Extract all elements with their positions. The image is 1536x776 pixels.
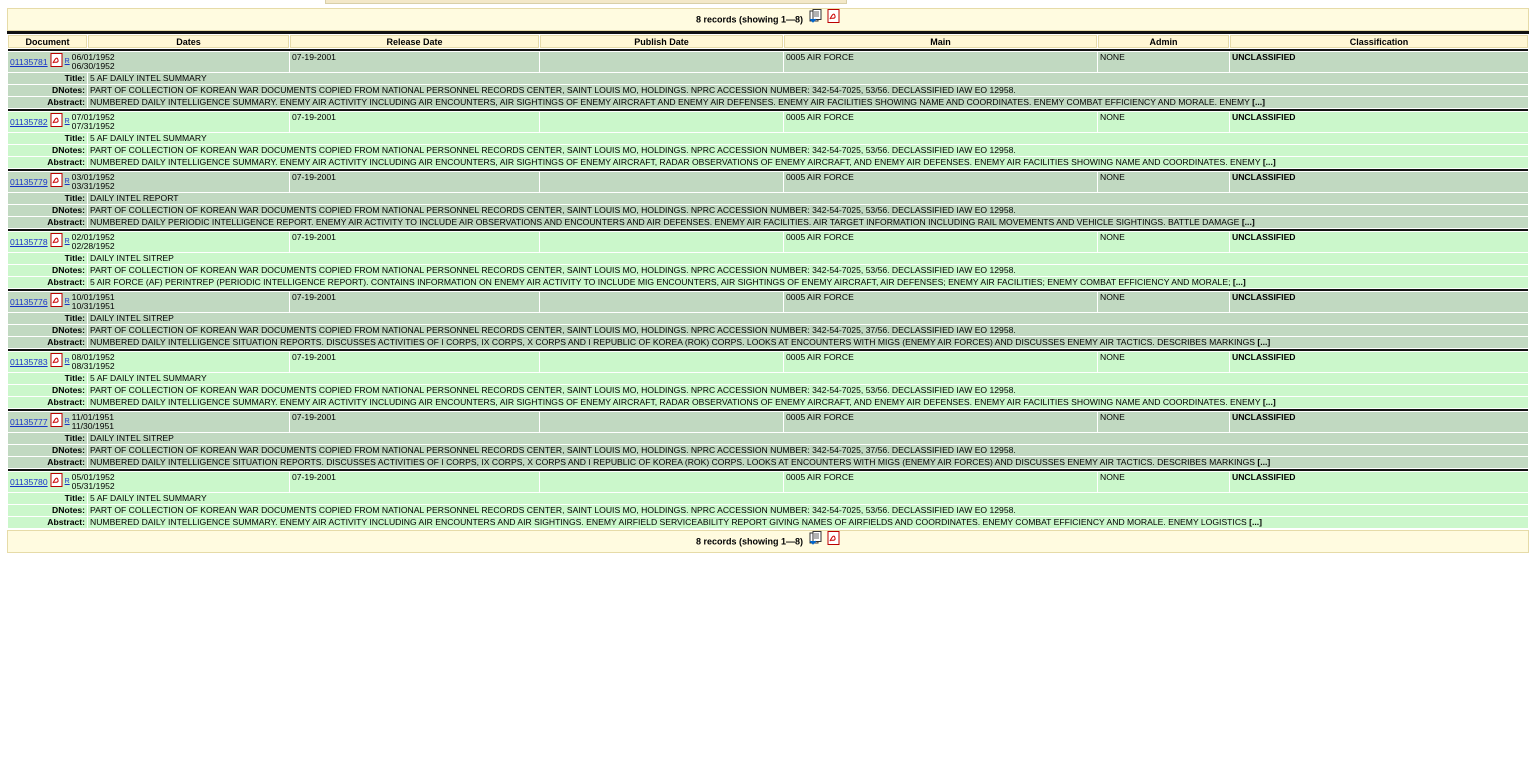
pdf-icon[interactable] (50, 293, 63, 309)
release-date: 07-19-2001 (290, 412, 539, 432)
title-row (8, 493, 1528, 504)
main-value: 0005 AIR FORCE (784, 292, 1097, 312)
dnotes-value: PART OF COLLECTION OF KOREAN WAR DOCUMENTS COPIED FROM NATIONAL PERSONNEL RECORDS CENTER, SAINT LOUIS MO, HOLDINGS. NPRC ACCESSION NUMBER: 342-54-7025, 53/56. DECLASSIFIED IAW EO 12958. (88, 505, 1528, 516)
record-separator (8, 109, 1528, 111)
record-link-icon[interactable]: R (64, 418, 70, 425)
abstract-cell (88, 337, 1528, 348)
document-cell (8, 412, 289, 432)
dnotes-label: DNotes: (8, 385, 87, 396)
col-classification[interactable]: Classification (1230, 35, 1528, 48)
publish-date (540, 232, 783, 252)
admin-value: NONE (1098, 292, 1229, 312)
record-separator (8, 349, 1528, 351)
abstract-value: NUMBERED DAILY INTELLIGENCE SUMMARY. ENEMY AIR ACTIVITY INCLUDING AIR ENCOUNTERS, AIR SIGHTINGS OF ENEMY AIRCRAFT AND ENEMY AIR DEFENSES. ENEMY AIR FACILITIES SHOWING NAME AND COORDINATES. ENEMY COMBAT EFFICIENCY AND MORALE. ENEMY (90, 97, 1250, 107)
dnotes-label: DNotes: (8, 265, 87, 276)
title-value: DAILY INTEL SITREP (88, 253, 1528, 264)
abstract-cell (88, 97, 1528, 108)
record-link-icon[interactable]: R (64, 118, 70, 125)
dnotes-value: PART OF COLLECTION OF KOREAN WAR DOCUMENTS COPIED FROM NATIONAL PERSONNEL RECORDS CENTER, SAINT LOUIS MO, HOLDINGS. NPRC ACCESSION NUMBER: 342-54-7025, 37/56. DECLASSIFIED IAW EO 12958. (88, 445, 1528, 456)
record-separator (8, 229, 1528, 231)
pdf-icon[interactable] (827, 531, 840, 553)
record-separator (8, 409, 1528, 411)
dates-cell (72, 173, 115, 191)
record-separator (8, 469, 1528, 471)
date-to: 02/28/1952 (71, 241, 115, 251)
dnotes-value: PART OF COLLECTION OF KOREAN WAR DOCUMENTS COPIED FROM NATIONAL PERSONNEL RECORDS CENTER, SAINT LOUIS MO, HOLDINGS. NPRC ACCESSION NUMBER: 342-54-7025, 53/56. DECLASSIFIED IAW EO 12958. (88, 265, 1528, 276)
separator-line (8, 229, 1528, 231)
abstract-value: NUMBERED DAILY INTELLIGENCE SITUATION REPORTS. DISCUSSES ACTIVITIES OF I CORPS, IX CORPS, X CORPS AND I REPUBLIC OF KOREA (ROK) CORPS. LOOKS AT ENCOUNTERS WITH MIGS (ENEMY AIR FORCES) AND DISCUSSES ENEMY AIR TACTICS. DESCRIBES MARKINGS (90, 457, 1255, 467)
title-row (8, 433, 1528, 444)
dnotes-label: DNotes: (8, 145, 87, 156)
dnotes-row (8, 145, 1528, 156)
col-release-date[interactable]: Release Date (290, 35, 539, 48)
pdf-icon[interactable] (50, 173, 63, 189)
title-label: Title: (8, 493, 87, 504)
pdf-icon[interactable] (50, 473, 63, 489)
dnotes-label: DNotes: (8, 505, 87, 516)
table-row (8, 472, 1528, 492)
dates-cell (72, 413, 114, 431)
pdf-icon[interactable] (50, 353, 63, 369)
record-separator (8, 169, 1528, 171)
dnotes-row (8, 325, 1528, 336)
release-date: 07-19-2001 (290, 472, 539, 492)
abstract-cell (88, 457, 1528, 468)
dnotes-label: DNotes: (8, 205, 87, 216)
col-main[interactable]: Main (784, 35, 1097, 48)
table-row (8, 112, 1528, 132)
document-link[interactable]: 01135780 (10, 477, 48, 487)
publish-date (540, 412, 783, 432)
dnotes-row (8, 505, 1528, 516)
separator-line (8, 289, 1528, 291)
abstract-label: Abstract: (8, 217, 87, 228)
abstract-row (8, 97, 1528, 108)
date-from: 03/01/1952 (71, 172, 115, 182)
results-table (7, 34, 1529, 529)
date-to: 08/31/1952 (71, 361, 115, 371)
separator-line (8, 109, 1528, 111)
date-from: 08/01/1952 (71, 352, 115, 362)
release-date: 07-19-2001 (290, 232, 539, 252)
abstract-row (8, 217, 1528, 228)
record-link-icon[interactable]: R (64, 238, 70, 245)
document-link[interactable]: 01135782 (10, 117, 48, 127)
abstract-value: NUMBERED DAILY INTELLIGENCE SUMMARY. ENEMY AIR ACTIVITY INCLUDING AIR ENCOUNTERS, AIR SIGHTINGS OF ENEMY AIRCRAFT, RADAR OBSERVATIONS OF ENEMY AIRCRAFT, AND ENEMY AIR DEFENSES. ENEMY AIR FACILITIES SHOWING NAME AND COORDINATES. ENEMY (90, 397, 1261, 407)
title-label: Title: (8, 433, 87, 444)
date-to: 03/31/1952 (71, 181, 115, 191)
title-value: 5 AF DAILY INTEL SUMMARY (88, 493, 1528, 504)
separator-line (8, 169, 1528, 171)
date-to: 06/30/1952 (71, 61, 115, 71)
abstract-more: [...] (1262, 157, 1276, 167)
abstract-cell (88, 217, 1528, 228)
document-cell (8, 172, 289, 192)
publish-date (540, 292, 783, 312)
col-publish-date[interactable]: Publish Date (540, 35, 783, 48)
dnotes-value: PART OF COLLECTION OF KOREAN WAR DOCUMENTS COPIED FROM NATIONAL PERSONNEL RECORDS CENTER, SAINT LOUIS MO, HOLDINGS. NPRC ACCESSION NUMBER: 342-54-7025, 53/56. DECLASSIFIED IAW EO 12958. (88, 385, 1528, 396)
abstract-cell (88, 397, 1528, 408)
table-row (8, 52, 1528, 72)
abstract-value: 5 AIR FORCE (AF) PERINTREP (PERIODIC INTELLIGENCE REPORT). CONTAINS INFORMATION ON ENEMY AIR ACTIVITY TO INCLUDE MIG ENCOUNTERS, AIR SIGHTINGS OF ENEMY AIRCRAFT, AIR DEFENSES; ENEMY AIR FACILITIES; ENEMY COMBAT EFFICIENCY AND MORALE; (90, 277, 1231, 287)
status-bar-top (7, 8, 1529, 31)
title-row (8, 73, 1528, 84)
admin-value: NONE (1098, 232, 1229, 252)
main-value: 0005 AIR FORCE (784, 52, 1097, 72)
publish-date (540, 52, 783, 72)
title-value: 5 AF DAILY INTEL SUMMARY (88, 133, 1528, 144)
main-value: 0005 AIR FORCE (784, 472, 1097, 492)
record-count: 8 records (showing 1—8) (695, 14, 803, 25)
dates-cell (72, 233, 115, 251)
abstract-cell (88, 277, 1528, 288)
record-count-bottom: 8 records (showing 1—8) (695, 536, 803, 547)
dnotes-label: DNotes: (8, 85, 87, 96)
admin-value: NONE (1098, 412, 1229, 432)
document-cell (8, 232, 289, 252)
classification-value: UNCLASSIFIED (1230, 472, 1528, 492)
dnotes-value: PART OF COLLECTION OF KOREAN WAR DOCUMENTS COPIED FROM NATIONAL PERSONNEL RECORDS CENTER, SAINT LOUIS MO, HOLDINGS. NPRC ACCESSION NUMBER: 342-54-7025, 53/56. DECLASSIFIED IAW EO 12958. (88, 205, 1528, 216)
pdf-icon[interactable] (50, 233, 63, 249)
dnotes-row (8, 385, 1528, 396)
abstract-value: NUMBERED DAILY INTELLIGENCE SUMMARY. ENEMY AIR ACTIVITY INCLUDING AIR ENCOUNTERS, AIR SIGHTINGS OF ENEMY AIRCRAFT, RADAR OBSERVATIONS OF ENEMY AIRCRAFT, AND ENEMY AIR DEFENSES. ENEMY AIR FACILITIES SHOWING NAME AND COORDINATES. ENEMY (90, 157, 1261, 167)
abstract-row (8, 277, 1528, 288)
release-date: 07-19-2001 (290, 292, 539, 312)
record-link-icon[interactable]: R (64, 478, 70, 485)
title-label: Title: (8, 313, 87, 324)
table-header (8, 35, 1528, 48)
abstract-more: [...] (1241, 217, 1255, 227)
date-to: 05/31/1952 (71, 481, 115, 491)
dates-cell (72, 53, 115, 71)
release-date: 07-19-2001 (290, 352, 539, 372)
classification-value: UNCLASSIFIED (1230, 352, 1528, 372)
release-date: 07-19-2001 (290, 172, 539, 192)
title-label: Title: (8, 73, 87, 84)
title-label: Title: (8, 193, 87, 204)
admin-value: NONE (1098, 112, 1229, 132)
dnotes-value: PART OF COLLECTION OF KOREAN WAR DOCUMENTS COPIED FROM NATIONAL PERSONNEL RECORDS CENTER, SAINT LOUIS MO, HOLDINGS. NPRC ACCESSION NUMBER: 342-54-7025, 53/56. DECLASSIFIED IAW EO 12958. (88, 85, 1528, 96)
abstract-label: Abstract: (8, 517, 87, 528)
abstract-row (8, 337, 1528, 348)
pdf-icon[interactable] (50, 113, 63, 129)
abstract-more: [...] (1232, 277, 1246, 287)
table-row (8, 172, 1528, 192)
title-value: 5 AF DAILY INTEL SUMMARY (88, 73, 1528, 84)
classification-value: UNCLASSIFIED (1230, 292, 1528, 312)
abstract-cell (88, 517, 1528, 528)
abstract-label: Abstract: (8, 277, 87, 288)
abstract-more: [...] (1257, 337, 1271, 347)
document-link[interactable]: 01135781 (10, 57, 48, 67)
pdf-icon[interactable] (827, 9, 840, 31)
abstract-label: Abstract: (8, 97, 87, 108)
dnotes-row (8, 445, 1528, 456)
date-from: 11/01/1951 (71, 412, 115, 422)
classification-value: UNCLASSIFIED (1230, 412, 1528, 432)
abstract-value: NUMBERED DAILY INTELLIGENCE SITUATION REPORTS. DISCUSSES ACTIVITIES OF I CORPS, IX CORPS, X CORPS AND I REPUBLIC OF KOREA (ROK) CORPS. LOOKS AT ENCOUNTERS WITH MIGS (ENEMY AIR FORCES) AND DISCUSSES ENEMY AIR TACTICS. DESCRIBES MARKINGS (90, 337, 1255, 347)
abstract-row (8, 157, 1528, 168)
document-cell (8, 352, 289, 372)
dnotes-value: PART OF COLLECTION OF KOREAN WAR DOCUMENTS COPIED FROM NATIONAL PERSONNEL RECORDS CENTER, SAINT LOUIS MO, HOLDINGS. NPRC ACCESSION NUMBER: 342-54-7025, 53/56. DECLASSIFIED IAW EO 12958. (88, 145, 1528, 156)
classification-value: UNCLASSIFIED (1230, 112, 1528, 132)
dnotes-label: DNotes: (8, 325, 87, 336)
title-value: DAILY INTEL SITREP (88, 433, 1528, 444)
title-value: DAILY INTEL REPORT (88, 193, 1528, 204)
title-row (8, 373, 1528, 384)
separator-line (8, 49, 1528, 51)
main-value: 0005 AIR FORCE (784, 412, 1097, 432)
document-link[interactable]: 01135783 (10, 357, 48, 367)
main-value: 0005 AIR FORCE (784, 172, 1097, 192)
record-link-icon[interactable]: R (64, 58, 70, 65)
abstract-label: Abstract: (8, 457, 87, 468)
date-from: 02/01/1952 (71, 232, 115, 242)
table-row (8, 232, 1528, 252)
classification-value: UNCLASSIFIED (1230, 232, 1528, 252)
title-label: Title: (8, 373, 87, 384)
admin-value: NONE (1098, 472, 1229, 492)
abstract-value: NUMBERED DAILY INTELLIGENCE SUMMARY. ENEMY AIR ACTIVITY INCLUDING AIR ENCOUNTERS AND AIR SIGHTINGS. ENEMY AIRFIELD SERVICEABILITY REPORT GIVING NAMES OF AIRFIELDS AND COORDINATES. ENEMY COMBAT EFFICIENCY AND MORALE. ENEMY LOGISTICS (90, 517, 1247, 527)
document-link[interactable]: 01135777 (10, 417, 48, 427)
admin-value: NONE (1098, 352, 1229, 372)
publish-date (540, 472, 783, 492)
dnotes-value: PART OF COLLECTION OF KOREAN WAR DOCUMENTS COPIED FROM NATIONAL PERSONNEL RECORDS CENTER, SAINT LOUIS MO, HOLDINGS. NPRC ACCESSION NUMBER: 342-54-7025, 37/56. DECLASSIFIED IAW EO 12958. (88, 325, 1528, 336)
dnotes-row (8, 265, 1528, 276)
release-date: 07-19-2001 (290, 52, 539, 72)
results-frame (7, 0, 1529, 553)
record-link-icon[interactable]: R (64, 298, 70, 305)
abstract-row (8, 517, 1528, 528)
publish-date (540, 172, 783, 192)
title-row (8, 253, 1528, 264)
abstract-row (8, 397, 1528, 408)
admin-value: NONE (1098, 52, 1229, 72)
date-to: 10/31/1951 (71, 301, 115, 311)
date-from: 07/01/1952 (71, 112, 115, 122)
document-link[interactable]: 01135778 (10, 237, 48, 247)
date-from: 05/01/1952 (71, 472, 115, 482)
document-cell (8, 112, 289, 132)
publish-date (540, 352, 783, 372)
dnotes-row (8, 85, 1528, 96)
document-cell (8, 472, 289, 492)
abstract-cell (88, 157, 1528, 168)
separator-line (8, 409, 1528, 411)
record-separator (8, 49, 1528, 51)
abstract-more: [...] (1249, 517, 1263, 527)
abstract-more: [...] (1252, 97, 1266, 107)
document-cell (8, 52, 289, 72)
classification-value: UNCLASSIFIED (1230, 52, 1528, 72)
title-row (8, 193, 1528, 204)
abstract-value: NUMBERED DAILY PERIODIC INTELLIGENCE REPORT. ENEMY AIR ACTIVITY TO INCLUDE AIR OBSERVATIONS AND ENCOUNTERS AND AIR DEFENSES. ENEMY AIR FACILITIES. AIR TARGET INFORMATION INCLUDING RAIL MOVEMENTS AND VEHICLE SIGHTINGS. BATTLE DAMAGE (90, 217, 1240, 227)
record-link-icon[interactable]: R (64, 178, 70, 185)
main-value: 0005 AIR FORCE (784, 112, 1097, 132)
title-row (8, 133, 1528, 144)
title-value: 5 AF DAILY INTEL SUMMARY (88, 373, 1528, 384)
export-doc-icon[interactable] (809, 9, 822, 31)
table-row (8, 292, 1528, 312)
dnotes-row (8, 205, 1528, 216)
date-to: 07/31/1952 (71, 121, 115, 131)
date-from: 06/01/1952 (71, 52, 115, 62)
dates-cell (72, 353, 115, 371)
table-row (8, 352, 1528, 372)
dnotes-label: DNotes: (8, 445, 87, 456)
status-bar-bottom (7, 530, 1529, 553)
main-value: 0005 AIR FORCE (784, 352, 1097, 372)
publish-date (540, 112, 783, 132)
abstract-label: Abstract: (8, 157, 87, 168)
date-from: 10/01/1951 (71, 292, 115, 302)
classification-value: UNCLASSIFIED (1230, 172, 1528, 192)
pdf-icon[interactable] (50, 53, 63, 69)
export-doc-icon[interactable] (809, 531, 822, 553)
release-date: 07-19-2001 (290, 112, 539, 132)
separator-line (8, 349, 1528, 351)
date-to: 11/30/1951 (71, 421, 115, 431)
abstract-more: [...] (1262, 397, 1276, 407)
dates-cell (72, 473, 115, 491)
document-link[interactable]: 01135776 (10, 297, 48, 307)
pdf-icon[interactable] (50, 413, 63, 429)
title-label: Title: (8, 253, 87, 264)
abstract-label: Abstract: (8, 337, 87, 348)
dates-cell (72, 113, 115, 131)
dates-cell (72, 293, 115, 311)
separator-line (8, 469, 1528, 471)
col-dates[interactable]: Dates (88, 35, 289, 48)
document-cell (8, 292, 289, 312)
title-row (8, 313, 1528, 324)
col-document[interactable]: Document (8, 35, 87, 48)
table-row (8, 412, 1528, 432)
title-value: DAILY INTEL SITREP (88, 313, 1528, 324)
record-separator (8, 289, 1528, 291)
abstract-label: Abstract: (8, 397, 87, 408)
main-value: 0005 AIR FORCE (784, 232, 1097, 252)
admin-value: NONE (1098, 172, 1229, 192)
record-link-icon[interactable]: R (64, 358, 70, 365)
title-label: Title: (8, 133, 87, 144)
abstract-more: [...] (1257, 457, 1271, 467)
abstract-row (8, 457, 1528, 468)
document-link[interactable]: 01135779 (10, 177, 48, 187)
col-admin[interactable]: Admin (1098, 35, 1229, 48)
